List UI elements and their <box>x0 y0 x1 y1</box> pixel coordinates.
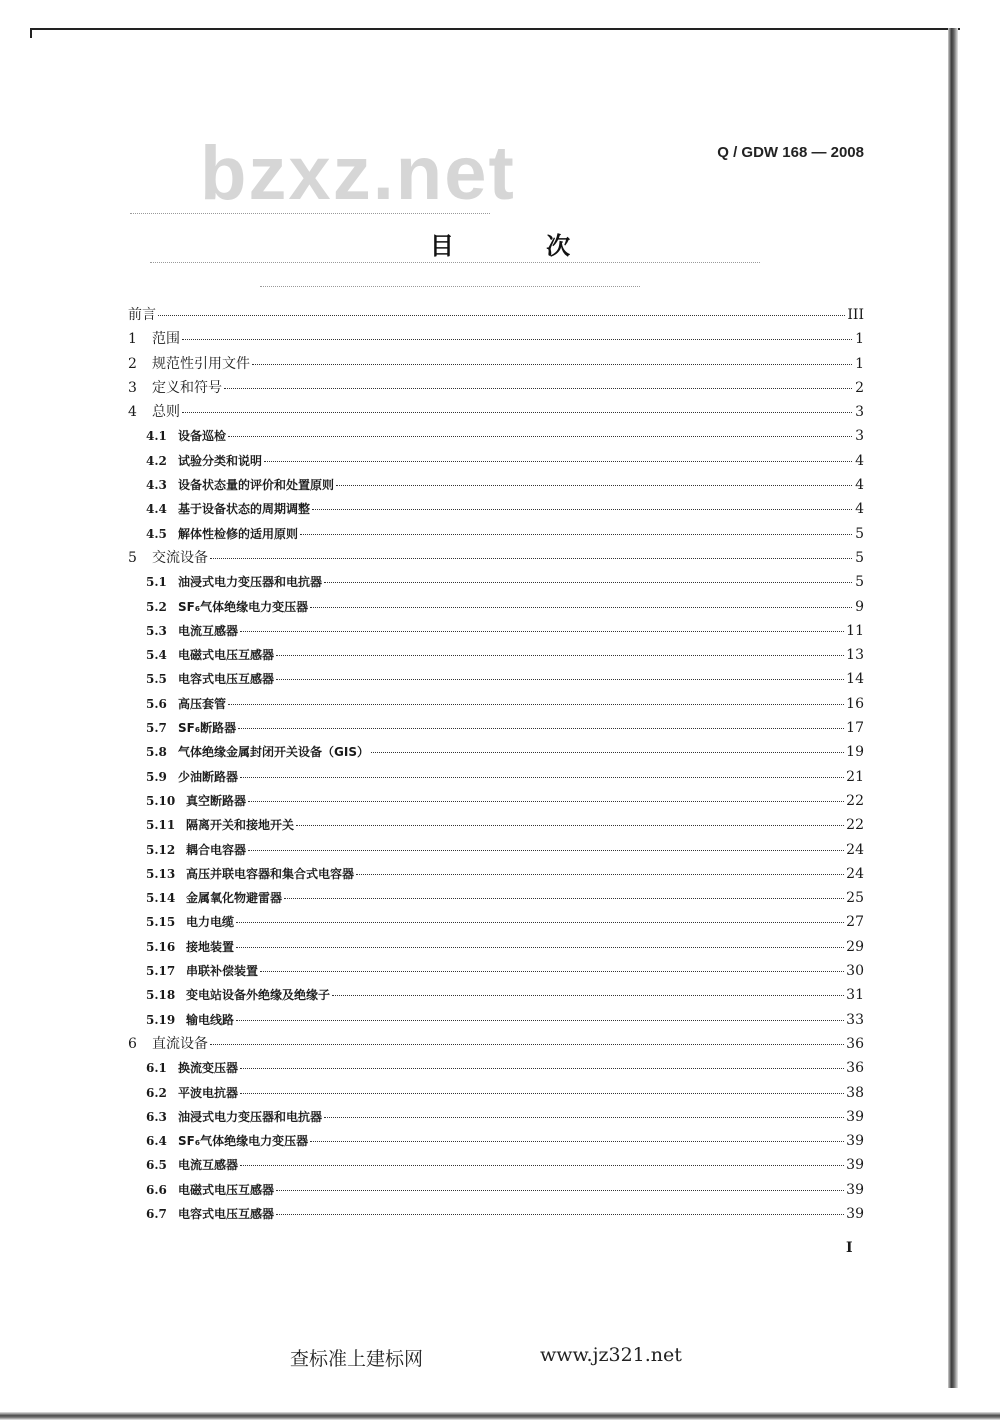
toc-leader-dots <box>324 568 852 583</box>
toc-leader-dots <box>276 665 844 680</box>
toc-entry-page: 39 <box>846 1108 864 1125</box>
toc-leader-dots <box>300 520 852 535</box>
toc-entry-title: 前言 <box>128 307 156 323</box>
toc-leader-dots <box>240 1054 844 1069</box>
toc-entry-title: 电流互感器 <box>178 623 239 638</box>
toc-entry-number: 5.4 <box>146 648 167 663</box>
toc-entry-number: 4.3 <box>146 478 167 493</box>
scan-noise <box>130 213 490 215</box>
toc-entry-title: 解体性检修的适用原则 <box>178 526 299 541</box>
toc-entry[interactable] <box>128 716 864 740</box>
toc-entry-page: 22 <box>846 817 864 834</box>
toc-entry[interactable] <box>128 862 864 886</box>
toc-leader-dots <box>252 350 852 365</box>
toc-entry-title: 平波电抗器 <box>178 1085 239 1100</box>
toc-entry-title: 试验分类和说明 <box>178 453 263 468</box>
toc-entry-page: 17 <box>846 720 864 737</box>
toc-entry[interactable] <box>128 959 864 983</box>
toc-entry-title: 金属氧化物避雷器 <box>186 891 283 906</box>
toc-entry-page: 5 <box>855 549 864 566</box>
toc-leader-dots <box>238 714 844 729</box>
scan-frame-top <box>30 28 960 30</box>
toc-leader-dots <box>310 593 852 608</box>
toc-entry-number: 4.1 <box>146 429 167 444</box>
toc-entry[interactable] <box>128 935 864 959</box>
toc-entry-page: 36 <box>846 1060 864 1077</box>
toc-leader-dots <box>240 617 844 632</box>
scan-noise <box>260 286 640 288</box>
toc-entry-title: 范围 <box>152 331 180 348</box>
toc-leader-dots <box>240 1151 844 1166</box>
toc-entry-title: 定义和符号 <box>152 379 222 396</box>
page-title: 目 次 <box>429 232 613 260</box>
toc-entry-title: 串联补偿装置 <box>186 964 259 979</box>
document-code: Q / GDW 168 — 2008 <box>717 144 864 161</box>
toc-entry-page: 4 <box>855 452 864 469</box>
toc-leader-dots <box>248 836 844 851</box>
toc-entry[interactable] <box>128 400 864 424</box>
toc-entry[interactable] <box>128 473 864 497</box>
toc-leader-dots <box>236 933 844 948</box>
toc-entry-number: 1 <box>128 331 137 348</box>
toc-leader-dots <box>236 1006 844 1021</box>
toc-entry-page: 22 <box>846 792 864 809</box>
toc-entry-number: 4.5 <box>146 526 167 541</box>
toc-entry-number: 6.1 <box>146 1061 167 1076</box>
toc-entry-title: 基于设备状态的周期调整 <box>178 502 311 517</box>
toc-entry-page: 39 <box>846 1181 864 1198</box>
toc-entry[interactable] <box>128 522 864 546</box>
toc-leader-dots <box>336 471 852 486</box>
toc-entry-page: 4 <box>855 501 864 518</box>
toc-entry-title: 设备状态量的评价和处置原则 <box>178 478 335 493</box>
scan-frame-bottom <box>0 1412 1000 1420</box>
toc-entry-page: 29 <box>846 938 864 955</box>
toc-leader-dots <box>182 325 852 340</box>
toc-entry-title: 电流互感器 <box>178 1158 239 1173</box>
toc-entry-number: 3 <box>128 379 137 396</box>
toc-entry-title: 高压套管 <box>178 696 227 711</box>
toc-entry-number: 4 <box>128 404 137 421</box>
toc-entry[interactable] <box>128 983 864 1007</box>
table-of-contents <box>128 303 864 1226</box>
toc-leader-dots <box>210 1030 844 1045</box>
toc-entry-page: 39 <box>846 1133 864 1150</box>
footer-site-name: 查标准上建标网 <box>290 1348 424 1370</box>
toc-entry[interactable] <box>128 910 864 934</box>
toc-leader-dots <box>356 860 844 875</box>
toc-entry-number: 4.2 <box>146 453 167 468</box>
toc-entry-page: 5 <box>855 525 864 542</box>
toc-leader-dots <box>371 738 844 753</box>
toc-entry-title: 电力电缆 <box>186 915 235 930</box>
toc-entry-title: 电磁式电压互感器 <box>178 1182 275 1197</box>
toc-entry-title: 电容式电压互感器 <box>178 1206 275 1221</box>
toc-leader-dots <box>228 690 844 705</box>
toc-entry-title: 接地装置 <box>186 939 235 954</box>
toc-entry-title: SF₆断路器 <box>178 721 237 736</box>
toc-entry-title: 输电线路 <box>186 1012 235 1027</box>
toc-entry-title: 油浸式电力变压器和电抗器 <box>178 1109 323 1124</box>
toc-entry-page: 24 <box>846 841 864 858</box>
toc-entry-page: 38 <box>846 1084 864 1101</box>
toc-entry-title: 直流设备 <box>152 1035 208 1052</box>
toc-entry[interactable] <box>128 886 864 910</box>
toc-entry-number: 5.15 <box>146 915 176 930</box>
toc-entry-number: 5.10 <box>146 793 176 808</box>
toc-entry-number: 5.18 <box>146 988 176 1003</box>
toc-entry[interactable] <box>128 643 864 667</box>
toc-entry-page: III <box>847 307 864 323</box>
toc-entry-number: 5.2 <box>146 599 167 614</box>
toc-leader-dots <box>248 787 844 802</box>
toc-entry-page: 3 <box>855 404 864 421</box>
toc-entry[interactable] <box>128 813 864 837</box>
toc-leader-dots <box>284 884 844 899</box>
toc-entry-number: 5.13 <box>146 866 176 881</box>
toc-entry[interactable] <box>128 838 864 862</box>
toc-entry-page: 39 <box>846 1157 864 1174</box>
toc-entry-page: 39 <box>846 1205 864 1222</box>
toc-entry-page: 19 <box>846 744 864 761</box>
toc-entry-number: 5.9 <box>146 769 167 784</box>
toc-entry-number: 5.17 <box>146 964 176 979</box>
toc-entry[interactable] <box>128 1202 864 1226</box>
toc-entry-number: 6.5 <box>146 1158 167 1173</box>
watermark: bzxz.net <box>200 131 516 216</box>
toc-entry-number: 6.2 <box>146 1085 167 1100</box>
toc-entry-title: 油浸式电力变压器和电抗器 <box>178 575 323 590</box>
toc-entry-number: 6.3 <box>146 1109 167 1124</box>
toc-leader-dots <box>332 981 844 996</box>
toc-entry-title: 变电站设备外绝缘及绝缘子 <box>186 988 331 1003</box>
toc-entry[interactable] <box>128 497 864 521</box>
toc-entry-page: 5 <box>855 574 864 591</box>
toc-leader-dots <box>182 398 852 413</box>
toc-entry-page: 1 <box>855 331 864 348</box>
toc-leader-dots <box>324 1103 844 1118</box>
toc-entry-page: 31 <box>846 987 864 1004</box>
toc-entry-number: 5 <box>128 549 137 566</box>
toc-entry-number: 4.4 <box>146 502 167 517</box>
toc-entry[interactable] <box>128 1105 864 1129</box>
toc-entry-page: 14 <box>846 671 864 688</box>
toc-entry-title: 交流设备 <box>152 549 208 566</box>
toc-entry[interactable] <box>128 352 864 376</box>
toc-leader-dots <box>210 544 852 559</box>
toc-entry[interactable] <box>128 1153 864 1177</box>
toc-entry-page: 33 <box>846 1011 864 1028</box>
toc-entry-page: 2 <box>855 379 864 396</box>
toc-entry[interactable] <box>128 765 864 789</box>
toc-entry[interactable] <box>128 619 864 643</box>
toc-entry[interactable] <box>128 1178 864 1202</box>
toc-leader-dots <box>240 763 844 778</box>
toc-entry-page: 27 <box>846 914 864 931</box>
toc-entry[interactable] <box>128 1056 864 1080</box>
toc-entry-title: SF₆气体绝缘电力变压器 <box>178 1134 309 1149</box>
toc-entry-number: 5.7 <box>146 721 167 736</box>
toc-leader-dots <box>264 447 852 462</box>
toc-leader-dots <box>276 1200 844 1215</box>
toc-entry[interactable] <box>128 449 864 473</box>
toc-entry-number: 5.5 <box>146 672 167 687</box>
toc-entry-number: 5.3 <box>146 623 167 638</box>
toc-leader-dots <box>276 1176 844 1191</box>
toc-entry[interactable] <box>128 570 864 594</box>
toc-entry-page: 1 <box>855 355 864 372</box>
toc-leader-dots <box>260 957 844 972</box>
page-number: I <box>846 1240 853 1256</box>
footer-site-url[interactable]: www.jz321.net <box>540 1344 682 1366</box>
toc-entry-title: SF₆气体绝缘电力变压器 <box>178 599 309 614</box>
toc-entry-page: 11 <box>846 622 864 639</box>
toc-entry-number: 6.7 <box>146 1206 167 1221</box>
toc-entry-title: 气体绝缘金属封闭开关设备（GIS） <box>178 745 369 760</box>
toc-entry-title: 少油断路器 <box>178 769 239 784</box>
toc-entry-title: 电磁式电压互感器 <box>178 648 275 663</box>
toc-entry-number: 5.16 <box>146 939 176 954</box>
toc-leader-dots <box>310 1127 844 1142</box>
toc-entry-number: 6 <box>128 1035 137 1052</box>
toc-entry-number: 5.1 <box>146 575 167 590</box>
toc-entry[interactable] <box>128 740 864 764</box>
toc-entry-title: 隔离开关和接地开关 <box>186 818 295 833</box>
toc-entry-number: 6.4 <box>146 1134 167 1149</box>
toc-entry-page: 24 <box>846 865 864 882</box>
toc-entry-number: 5.14 <box>146 891 176 906</box>
toc-entry-number: 6.6 <box>146 1182 167 1197</box>
toc-entry-number: 5.19 <box>146 1012 176 1027</box>
toc-entry-page: 4 <box>855 477 864 494</box>
toc-entry-page: 21 <box>846 768 864 785</box>
toc-entry-title: 高压并联电容器和集合式电容器 <box>186 866 355 881</box>
toc-entry[interactable] <box>128 1032 864 1056</box>
toc-entry-page: 13 <box>846 647 864 664</box>
toc-leader-dots <box>236 908 844 923</box>
toc-entry-title: 真空断路器 <box>186 793 247 808</box>
toc-entry-number: 5.12 <box>146 842 176 857</box>
toc-leader-dots <box>224 374 852 389</box>
toc-entry[interactable] <box>128 1129 864 1153</box>
toc-leader-dots <box>158 301 845 316</box>
toc-entry-title: 设备巡检 <box>178 429 227 444</box>
toc-entry-number: 5.6 <box>146 696 167 711</box>
toc-entry[interactable] <box>128 546 864 570</box>
toc-leader-dots <box>228 422 852 437</box>
toc-leader-dots <box>312 495 852 510</box>
toc-entry-title: 电容式电压互感器 <box>178 672 275 687</box>
toc-entry[interactable] <box>128 1008 864 1032</box>
toc-leader-dots <box>240 1079 844 1094</box>
toc-entry-title: 耦合电容器 <box>186 842 247 857</box>
toc-entry[interactable] <box>128 789 864 813</box>
toc-leader-dots <box>296 811 844 826</box>
toc-entry-title: 规范性引用文件 <box>152 355 250 372</box>
toc-entry-title: 总则 <box>152 404 180 421</box>
toc-entry-page: 36 <box>846 1035 864 1052</box>
scan-noise <box>150 262 760 264</box>
toc-entry[interactable] <box>128 424 864 448</box>
toc-entry-page: 3 <box>855 428 864 445</box>
toc-entry[interactable] <box>128 376 864 400</box>
toc-entry-title: 换流变压器 <box>178 1061 239 1076</box>
toc-entry-page: 16 <box>846 695 864 712</box>
toc-leader-dots <box>276 641 844 656</box>
toc-entry-page: 30 <box>846 963 864 980</box>
toc-entry-number: 5.11 <box>146 818 176 833</box>
toc-entry-page: 9 <box>855 598 864 615</box>
toc-entry-page: 25 <box>846 890 864 907</box>
toc-entry[interactable] <box>128 303 864 327</box>
toc-entry[interactable] <box>128 667 864 691</box>
toc-entry-number: 2 <box>128 355 137 372</box>
toc-entry[interactable] <box>128 692 864 716</box>
toc-entry-number: 5.8 <box>146 745 167 760</box>
toc-entry[interactable] <box>128 1081 864 1105</box>
toc-entry[interactable] <box>128 595 864 619</box>
toc-entry[interactable] <box>128 327 864 351</box>
